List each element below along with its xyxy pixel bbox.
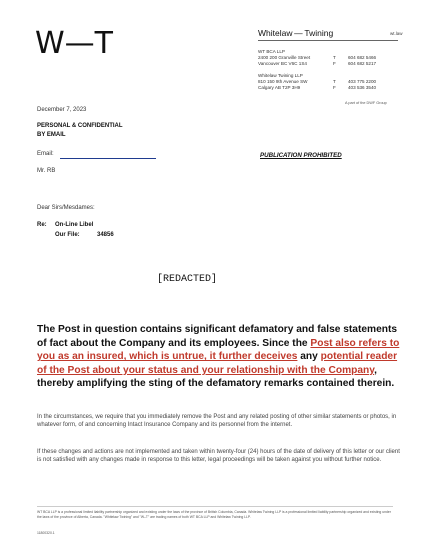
group-affiliation: A part of the DWF Group	[345, 101, 387, 105]
confidential-notice: PERSONAL & CONFIDENTIAL	[37, 123, 123, 129]
demand-paragraph: In the circumstances, we require that you immediately remove the Post and any related posting of other similar statements or photos, in whatever form, of and concerning Intact Insurance Company and its personnel from the internet.	[37, 414, 397, 429]
footer-divider	[37, 506, 393, 507]
main-text: The Post in question contains significant defamatory and false statements of fact about the Company and its employees. Since the	[37, 324, 398, 349]
office-row	[258, 61, 408, 67]
phone-number: 403 775 2200	[348, 79, 377, 84]
phone-label: T	[333, 79, 336, 84]
fax-label: F	[333, 61, 336, 66]
fax-number: 403 536 3540	[348, 85, 377, 90]
office-vancouver	[258, 49, 408, 67]
file-label: Our File:	[55, 232, 80, 238]
main-paragraph	[37, 323, 402, 391]
office-text: 2400 200 Granville Street	[258, 55, 311, 60]
re-label: Re:	[37, 222, 47, 228]
re-subject: On-Line Libel	[55, 222, 94, 228]
fax-number: 604 682 5217	[348, 61, 377, 66]
office-calgary	[258, 73, 408, 91]
main-text: , thereby amplifying the sting of the defamatory remarks contained therein.	[37, 364, 395, 390]
fax-label: F	[333, 85, 336, 90]
warning-paragraph: If these changes and actions are not implemented and taken within twenty-four (24) hours of the date of delivery of this letter or our client is not satisfied with any changes made in response to this letter, legal proceedings will be taken against you without further notice.	[37, 449, 400, 464]
office-text: Vancouver BC V6C 1S4	[258, 61, 307, 66]
legal-footer: WT BCA LLP is a professional limited liability partnership organized and existing under the laws of the province of British Columbia, Canada. Whitelaw Twining LLP is a professional limited liability partnership organized and existing under the laws of the province of Alberta, Canada. "Whitelaw Twining" and "W–T" are trading names of both WT BCA LLP and Whitelaw Twining LLP.	[37, 510, 391, 519]
letter-date: December 7, 2023	[37, 107, 87, 113]
file-number: 34856	[97, 232, 114, 238]
delivery-method: BY EMAIL	[37, 132, 66, 138]
highlighted-text: Post also refers to you as an insured, which is untrue, it further deceives	[37, 337, 400, 363]
highlighted-text: potential reader of the Post about your status and your relationship with the Company	[37, 351, 398, 376]
email-address-redacted[interactable]	[60, 158, 156, 159]
publication-prohibited-notice: PUBLICATION PROHIBITED	[260, 152, 342, 159]
phone-label: T	[333, 55, 336, 60]
office-text: Whitelaw Twining LLP	[258, 73, 303, 78]
document-reference: 11800320.1	[37, 531, 55, 535]
firm-name: Whitelaw — Twining	[258, 28, 334, 38]
office-row	[258, 85, 408, 91]
email-label: Email:	[37, 151, 54, 157]
main-text: any	[297, 351, 321, 363]
phone-number: 604 682 5466	[348, 55, 377, 60]
redacted-marker: [REDACTED]	[157, 274, 218, 285]
firm-logo: W—T	[35, 26, 113, 61]
header-divider	[258, 40, 398, 41]
salutation: Dear Sirs/Mesdames:	[37, 205, 95, 211]
office-text: 810 150 9th Avenue SW	[258, 79, 308, 84]
office-text: Calgary AB T2P 3H9	[258, 85, 301, 90]
office-text: WT BCA LLP	[258, 49, 285, 54]
recipient-name: Mr. RB	[37, 168, 56, 174]
firm-website[interactable]: wt.law	[390, 31, 403, 36]
